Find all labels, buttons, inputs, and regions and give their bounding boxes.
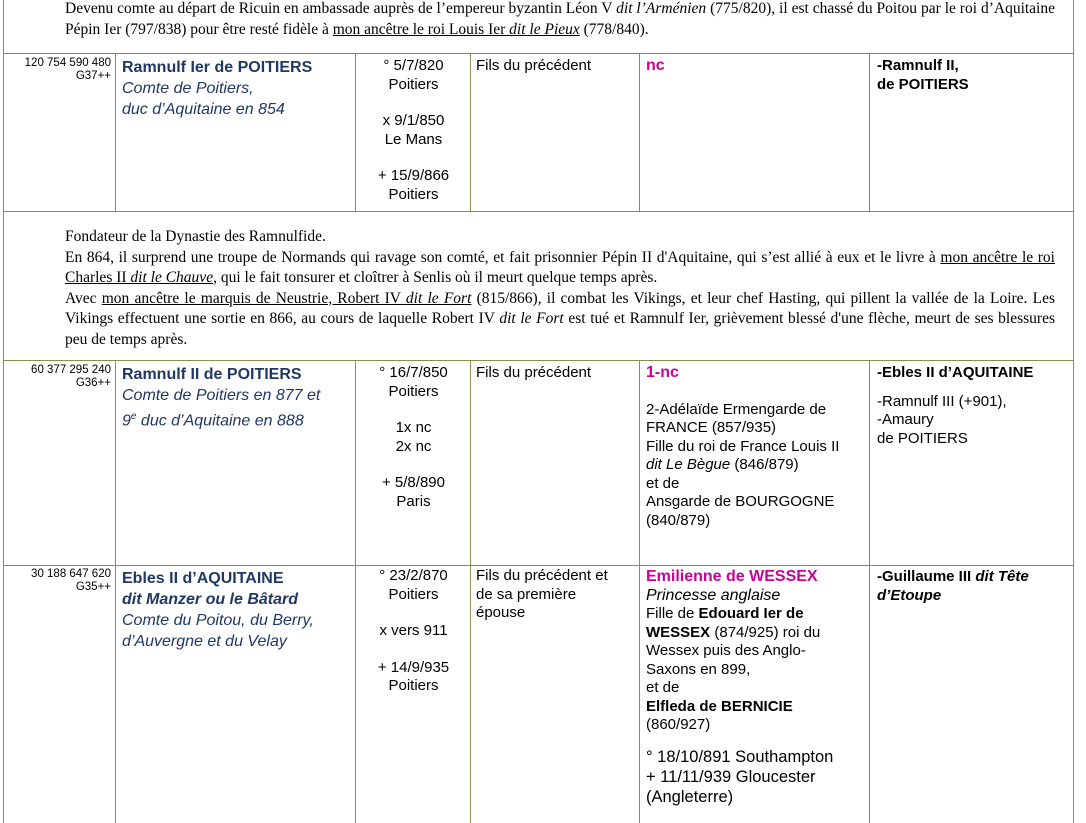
title-text: 9 — [122, 412, 131, 430]
children-cell — [877, 57, 1067, 94]
note-link-ancestor: dit le Fort — [405, 289, 472, 307]
spouse-detail: Edouard Ier de — [698, 605, 804, 622]
death-date: + 5/8/890 — [382, 474, 445, 491]
sosa-number — [4, 364, 111, 390]
spouse-detail: (874/925) roi du — [710, 623, 821, 641]
row-divider — [3, 211, 1074, 212]
marriage-date: x vers 911 — [379, 622, 448, 639]
spouse-detail: Fille de — [646, 605, 699, 622]
note-text: (775/820), il est chassé du Poitou par le roi d’Aquitaine Pépin Ier (797/838) pour être resté fidèle à — [65, 0, 1055, 38]
parents-text: Fils du précédent et de sa première épouse — [476, 567, 608, 621]
marriage-date: x 9/1/850 — [382, 112, 445, 129]
note-text: Devenu comte au départ de Ricuin en ambassade auprès de l’empereur byzantin Léon V — [65, 0, 617, 17]
person-title: Comte de Poitiers en 877 et — [122, 387, 321, 404]
note-link-ancestor: mon ancêtre le roi Louis Ier — [332, 20, 510, 38]
column-divider — [470, 360, 471, 565]
sosa-value: 30 188 647 620 — [31, 568, 111, 580]
column-divider — [470, 53, 471, 211]
sosa-number — [4, 57, 111, 83]
column-divider — [355, 53, 356, 211]
person-title: Comte de Poitiers, — [122, 80, 254, 97]
table-border-left — [3, 0, 4, 823]
row-divider — [3, 565, 1074, 566]
spouse-detail: et de — [646, 679, 680, 696]
dates-cell — [360, 364, 467, 511]
child-name: de POITIERS — [877, 429, 968, 447]
children-cell — [877, 568, 1067, 605]
child-name: -Ramnulf II, — [877, 57, 959, 74]
child-name: -Amaury — [877, 411, 934, 428]
generation-label: G35++ — [75, 581, 111, 593]
spouse-detail: (840/879) — [646, 511, 711, 529]
note-link-ancestor: mon ancêtre le roi Charles II — [65, 248, 1055, 286]
column-divider — [115, 360, 116, 565]
death-date: + 14/9/935 — [377, 658, 450, 676]
dates-cell — [360, 57, 467, 204]
birth-place: Poitiers — [388, 585, 439, 603]
person-name: Ramnulf Ier de POITIERS — [122, 59, 313, 76]
birth-place: Poitiers — [388, 382, 439, 400]
marriage-place: Le Mans — [384, 130, 443, 148]
column-divider — [869, 360, 870, 565]
spouse-detail: et de — [646, 474, 680, 492]
person-cell — [122, 57, 354, 120]
column-divider — [355, 565, 356, 823]
child-nickname: d’Etoupe — [877, 586, 942, 604]
children-cell — [877, 364, 1067, 448]
birth-date: ° 5/7/820 — [383, 57, 444, 74]
spouse-name: 1-nc — [646, 364, 679, 381]
spouse-birth: ° 18/10/891 Southampton — [646, 747, 834, 766]
dates-cell — [360, 567, 467, 696]
column-divider — [355, 360, 356, 565]
person-name: Ramnulf II de POITIERS — [122, 366, 302, 383]
spouse-detail: (860/927) — [646, 716, 711, 733]
table-border-right — [1073, 0, 1074, 823]
spouse-death: + 11/11/939 Gloucester — [646, 767, 816, 786]
note-text: Avec — [65, 289, 102, 307]
spouse-detail: dit Le Bègue — [646, 456, 731, 473]
child-name: -Guillaume III — [877, 568, 976, 585]
column-divider — [639, 53, 640, 211]
birth-place: Poitiers — [388, 75, 439, 93]
column-divider — [115, 53, 116, 211]
parents-text: Fils du précédent — [476, 364, 592, 381]
note-link-ancestor: dit le Pieux — [509, 20, 580, 38]
death-date: + 15/9/866 — [377, 167, 450, 184]
person-cell — [122, 364, 354, 431]
spouse-detail: (846/879) — [730, 456, 799, 473]
spouse-detail: Wessex puis des Anglo- — [646, 642, 806, 659]
note-text: , qui le fait tonsurer et cloîtrer à Senlis où il meurt quelque temps après. — [213, 269, 658, 286]
birth-date: ° 16/7/850 — [379, 364, 448, 381]
sosa-value: 120 754 590 480 — [24, 57, 111, 69]
person-title: Comte du Poitou, du Berry, — [122, 612, 314, 629]
column-divider — [115, 565, 116, 823]
spouse-cell — [646, 57, 864, 76]
spouse-cell — [646, 568, 864, 807]
column-divider — [639, 360, 640, 565]
note-text: (778/840). — [579, 20, 649, 38]
parents-cell — [476, 57, 636, 76]
person-title — [122, 406, 354, 431]
death-place: Poitiers — [388, 185, 439, 203]
note-link-ancestor: dit le Chauve — [130, 269, 214, 286]
person-title: duc d’Aquitaine en 854 — [122, 101, 285, 118]
spouse-detail: Ansgarde de BOURGOGNE — [646, 493, 835, 510]
note-text: dit le Fort — [499, 310, 564, 327]
note-text: En 864, il surprend une troupe de Normands qui ravage son comté, et fait prisonnier Pépin II d'Aquitaine, qui s’est allié à eux et le livre à — [65, 248, 941, 266]
person-name: Ebles II d’AQUITAINE — [122, 570, 284, 587]
marriage-date: 1x nc — [395, 419, 432, 436]
note-link-ancestor: mon ancêtre le marquis de Neustrie, Robert IV — [101, 289, 406, 307]
spouse-detail: WESSEX — [646, 623, 711, 641]
note-text: (815/866), il combat les Vikings, et leur chef Hasting, qui pillent la vallée de la Loire. Les Vikings effectuent une sortie en 866, au cours de laquelle Robert IV — [65, 289, 1055, 327]
spouse-cell — [646, 364, 864, 530]
spouse-name: 2-Adélaïde Ermengarde de — [646, 400, 827, 418]
child-name: de POITIERS — [877, 75, 969, 93]
generation-label: G37++ — [75, 70, 111, 82]
column-divider — [470, 565, 471, 823]
child-nickname: dit Tête — [975, 568, 1029, 585]
column-divider — [869, 565, 870, 823]
note-text: Fondateur de la Dynastie des Ramnulfide. — [65, 228, 326, 245]
spouse-detail: Elfleda de BERNICIE — [646, 697, 793, 715]
child-name: -Ramnulf III (+901), — [877, 392, 1007, 410]
person-title: d’Auvergne et du Velay — [122, 633, 287, 650]
parents-cell — [476, 567, 626, 623]
spouse-name: nc — [646, 57, 665, 74]
column-divider — [869, 53, 870, 211]
parents-text: Fils du précédent — [476, 57, 592, 74]
note-text: est tué et Ramnulf Ier, grièvement blessé d'une flèche, meurt de ses blessures peu de temps après. — [65, 310, 1055, 348]
row-divider — [3, 360, 1074, 361]
sosa-number — [4, 568, 111, 594]
column-divider — [639, 565, 640, 823]
death-place: Paris — [396, 492, 431, 510]
spouse-detail: FRANCE (857/935) — [646, 419, 777, 436]
spouse-detail: Saxons en 899, — [646, 660, 751, 678]
birth-date: ° 23/2/870 — [379, 567, 448, 584]
parents-cell — [476, 364, 636, 383]
sosa-value: 60 377 295 240 — [31, 364, 111, 376]
spouse-death-place: (Angleterre) — [646, 787, 734, 806]
person-cell — [122, 568, 354, 652]
spouse-name: Emilienne de WESSEX — [646, 568, 818, 585]
row-divider — [3, 53, 1074, 54]
spouse-detail: Fille du roi de France Louis II — [646, 437, 840, 455]
death-place: Poitiers — [388, 677, 439, 694]
person-alias: dit Manzer ou le Bâtard — [122, 591, 299, 608]
biography-note — [65, 227, 1055, 350]
title-text: duc d’Aquitaine en 888 — [136, 412, 304, 430]
marriage-date: 2x nc — [395, 437, 432, 455]
title-superscript: e — [130, 411, 137, 422]
note-text: dit l’Arménien — [616, 0, 707, 17]
child-name: -Ebles II d’AQUITAINE — [877, 364, 1034, 381]
generation-label: G36++ — [75, 377, 111, 389]
top-note — [65, 0, 1055, 40]
spouse-title: Princesse anglaise — [646, 586, 781, 604]
